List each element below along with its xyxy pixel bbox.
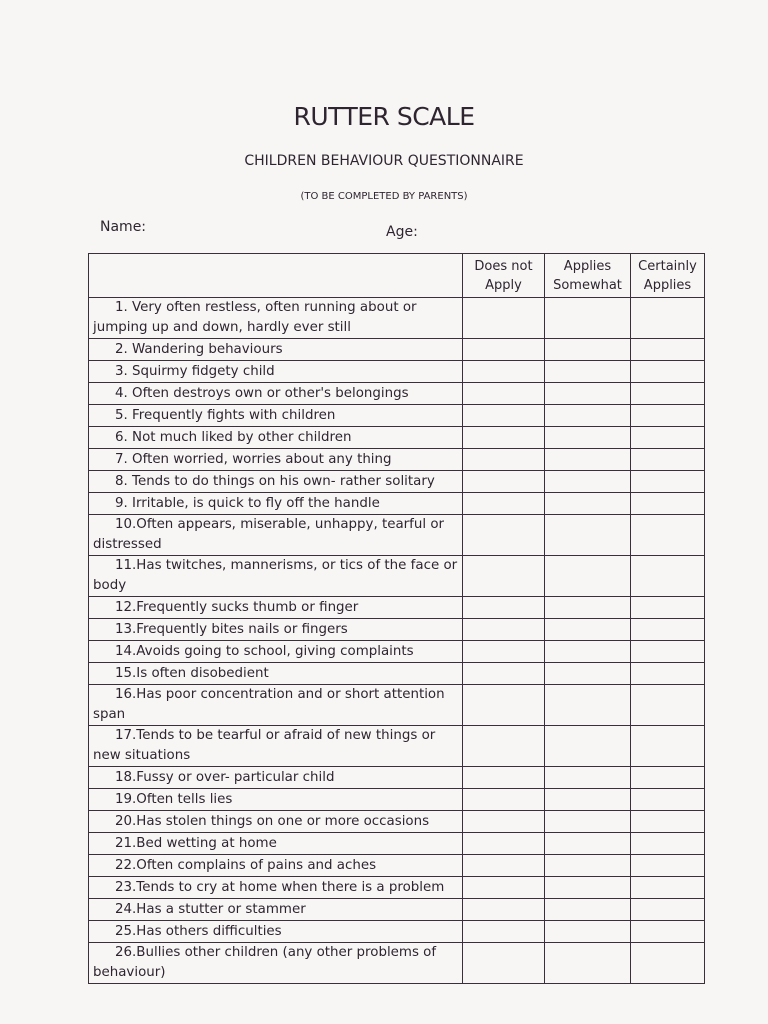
item-cell — [89, 298, 463, 339]
answer-applies-somewhat[interactable] — [545, 383, 631, 405]
answer-does-not-apply[interactable] — [463, 921, 545, 943]
name-label: Name: — [100, 219, 147, 235]
item-number: 3. — [115, 363, 128, 379]
answer-certainly-applies[interactable] — [631, 921, 705, 943]
answer-does-not-apply[interactable] — [463, 383, 545, 405]
item-cell — [89, 471, 463, 493]
answer-certainly-applies[interactable] — [631, 726, 705, 767]
answer-applies-somewhat[interactable] — [545, 855, 631, 877]
table-row — [89, 685, 705, 726]
table-row — [89, 789, 705, 811]
answer-does-not-apply[interactable] — [463, 515, 545, 556]
item-cell — [89, 833, 463, 855]
item-text: Tends to be tearful or afraid of new things or new situations — [93, 728, 436, 763]
answer-applies-somewhat[interactable] — [545, 899, 631, 921]
item-number: 22. — [115, 857, 137, 873]
item-text: Wandering behaviours — [132, 341, 283, 357]
table-row — [89, 921, 705, 943]
item-text: Often tells lies — [136, 791, 233, 807]
answer-certainly-applies[interactable] — [631, 556, 705, 597]
item-cell — [89, 515, 463, 556]
answer-certainly-applies[interactable] — [631, 427, 705, 449]
item-number: 10. — [115, 517, 137, 532]
table-row — [89, 877, 705, 899]
answer-does-not-apply[interactable] — [463, 556, 545, 597]
item-number: 18. — [115, 769, 137, 785]
table-row — [89, 339, 705, 361]
table-row — [89, 361, 705, 383]
answer-certainly-applies[interactable] — [631, 405, 705, 427]
answer-applies-somewhat[interactable] — [545, 405, 631, 427]
questionnaire-body — [89, 298, 705, 984]
answer-does-not-apply[interactable] — [463, 405, 545, 427]
item-cell — [89, 597, 463, 619]
answer-does-not-apply[interactable] — [463, 726, 545, 767]
answer-applies-somewhat[interactable] — [545, 726, 631, 767]
item-number: 4. — [115, 385, 128, 401]
item-text: Bed wetting at home — [136, 835, 277, 851]
answer-certainly-applies[interactable] — [631, 471, 705, 493]
table-row — [89, 726, 705, 767]
answer-does-not-apply[interactable] — [463, 833, 545, 855]
item-cell — [89, 726, 463, 767]
item-text: Avoids going to school, giving complaints — [136, 643, 414, 659]
item-cell — [89, 789, 463, 811]
answer-does-not-apply[interactable] — [463, 767, 545, 789]
item-cell — [89, 405, 463, 427]
item-number: 17. — [115, 728, 137, 743]
item-text: Has twitches, mannerisms, or tics of the face or body — [93, 558, 458, 593]
table-row — [89, 471, 705, 493]
item-text: Not much liked by other children — [132, 429, 352, 445]
applies-somewhat-header: Applies Somewhat — [545, 254, 631, 298]
answer-applies-somewhat[interactable] — [545, 619, 631, 641]
answer-applies-somewhat[interactable] — [545, 833, 631, 855]
answer-does-not-apply[interactable] — [463, 789, 545, 811]
item-text: Is often disobedient — [136, 665, 269, 681]
answer-does-not-apply[interactable] — [463, 619, 545, 641]
item-number: 23. — [115, 879, 137, 895]
answer-certainly-applies[interactable] — [631, 789, 705, 811]
item-number: 25. — [115, 923, 137, 939]
completion-note: (TO BE COMPLETED BY PARENTS) — [300, 191, 468, 202]
answer-applies-somewhat[interactable] — [545, 597, 631, 619]
item-cell — [89, 811, 463, 833]
answer-certainly-applies[interactable] — [631, 515, 705, 556]
item-text: Frequently sucks thumb or finger — [136, 599, 359, 615]
answer-certainly-applies[interactable] — [631, 298, 705, 339]
answer-does-not-apply[interactable] — [463, 899, 545, 921]
table-row — [89, 449, 705, 471]
item-text: Often complains of pains and aches — [136, 857, 377, 873]
answer-applies-somewhat[interactable] — [545, 449, 631, 471]
table-row — [89, 899, 705, 921]
answer-applies-somewhat[interactable] — [545, 943, 631, 984]
item-number: 8. — [115, 473, 128, 489]
answer-does-not-apply[interactable] — [463, 685, 545, 726]
answer-applies-somewhat[interactable] — [545, 515, 631, 556]
answer-certainly-applies[interactable] — [631, 361, 705, 383]
item-text: Has others difficulties — [136, 923, 282, 939]
table-row — [89, 383, 705, 405]
item-number: 5. — [115, 407, 128, 423]
answer-does-not-apply[interactable] — [463, 943, 545, 984]
answer-applies-somewhat[interactable] — [545, 921, 631, 943]
answer-does-not-apply[interactable] — [463, 597, 545, 619]
item-number: 16. — [115, 687, 137, 702]
answer-does-not-apply[interactable] — [463, 811, 545, 833]
answer-applies-somewhat[interactable] — [545, 663, 631, 685]
item-cell — [89, 449, 463, 471]
item-number: 14. — [115, 643, 137, 659]
table-row — [89, 833, 705, 855]
item-cell — [89, 663, 463, 685]
table-row — [89, 515, 705, 556]
answer-applies-somewhat[interactable] — [545, 427, 631, 449]
answer-certainly-applies[interactable] — [631, 449, 705, 471]
answer-certainly-applies[interactable] — [631, 641, 705, 663]
answer-applies-somewhat[interactable] — [545, 767, 631, 789]
table-row — [89, 597, 705, 619]
item-number: 1. — [115, 300, 128, 315]
item-text: Often worried, worries about any thing — [132, 451, 392, 467]
answer-does-not-apply[interactable] — [463, 471, 545, 493]
answer-certainly-applies[interactable] — [631, 383, 705, 405]
table-row — [89, 663, 705, 685]
item-cell — [89, 767, 463, 789]
answer-certainly-applies[interactable] — [631, 767, 705, 789]
item-cell — [89, 619, 463, 641]
item-text: Irritable, is quick to fly off the handle — [132, 495, 380, 511]
certainly-applies-header: Certainly Applies — [631, 254, 705, 298]
answer-certainly-applies[interactable] — [631, 855, 705, 877]
item-cell — [89, 921, 463, 943]
answer-certainly-applies[interactable] — [631, 943, 705, 984]
table-row — [89, 619, 705, 641]
item-number: 12. — [115, 599, 137, 615]
answer-does-not-apply[interactable] — [463, 449, 545, 471]
answer-certainly-applies[interactable] — [631, 619, 705, 641]
answer-applies-somewhat[interactable] — [545, 789, 631, 811]
answer-certainly-applies[interactable] — [631, 899, 705, 921]
item-number: 26. — [115, 945, 137, 960]
item-number: 6. — [115, 429, 128, 445]
item-number: 2. — [115, 341, 128, 357]
document-subtitle: CHILDREN BEHAVIOUR QUESTIONNAIRE — [244, 153, 524, 169]
answer-applies-somewhat[interactable] — [545, 493, 631, 515]
answer-applies-somewhat[interactable] — [545, 641, 631, 663]
answer-does-not-apply[interactable] — [463, 641, 545, 663]
item-number: 20. — [115, 813, 137, 829]
answer-applies-somewhat[interactable] — [545, 339, 631, 361]
table-row — [89, 298, 705, 339]
answer-certainly-applies[interactable] — [631, 685, 705, 726]
item-number: 11. — [115, 558, 137, 573]
answer-certainly-applies[interactable] — [631, 493, 705, 515]
answer-applies-somewhat[interactable] — [545, 361, 631, 383]
item-text: Squirmy fidgety child — [132, 363, 275, 379]
item-number: 9. — [115, 495, 128, 511]
item-number: 7. — [115, 451, 128, 467]
document-title: RUTTER SCALE — [293, 102, 475, 131]
item-number: 21. — [115, 835, 137, 851]
item-text: Often appears, miserable, unhappy, tearful or distressed — [93, 517, 445, 552]
item-cell — [89, 685, 463, 726]
item-cell — [89, 493, 463, 515]
answer-applies-somewhat[interactable] — [545, 298, 631, 339]
answer-does-not-apply[interactable] — [463, 339, 545, 361]
item-text: Has poor concentration and or short attention span — [93, 687, 445, 722]
age-label: Age: — [386, 224, 418, 240]
item-cell — [89, 877, 463, 899]
answer-applies-somewhat[interactable] — [545, 556, 631, 597]
answer-certainly-applies[interactable] — [631, 833, 705, 855]
answer-certainly-applies[interactable] — [631, 597, 705, 619]
table-row — [89, 427, 705, 449]
table-row — [89, 855, 705, 877]
answer-certainly-applies[interactable] — [631, 339, 705, 361]
item-text: Often destroys own or other's belongings — [132, 385, 409, 401]
answer-does-not-apply[interactable] — [463, 427, 545, 449]
table-row — [89, 767, 705, 789]
answer-certainly-applies[interactable] — [631, 877, 705, 899]
item-number: 24. — [115, 901, 137, 917]
item-cell — [89, 383, 463, 405]
answer-does-not-apply[interactable] — [463, 298, 545, 339]
item-text: Frequently bites nails or fingers — [136, 621, 348, 637]
answer-certainly-applies[interactable] — [631, 663, 705, 685]
table-row — [89, 556, 705, 597]
item-text: Tends to cry at home when there is a problem — [136, 879, 445, 895]
item-text: Very often restless, often running about or jumping up and down, hardly ever still — [93, 300, 417, 335]
answer-applies-somewhat[interactable] — [545, 685, 631, 726]
answer-certainly-applies[interactable] — [631, 811, 705, 833]
does-not-apply-header: Does not Apply — [463, 254, 545, 298]
item-number: 19. — [115, 791, 137, 807]
table-row — [89, 405, 705, 427]
item-text: Fussy or over- particular child — [136, 769, 335, 785]
answer-does-not-apply[interactable] — [463, 663, 545, 685]
answer-does-not-apply[interactable] — [463, 855, 545, 877]
answer-does-not-apply[interactable] — [463, 361, 545, 383]
item-text: Frequently fights with children — [132, 407, 336, 423]
answer-does-not-apply[interactable] — [463, 877, 545, 899]
item-number: 13. — [115, 621, 137, 637]
item-cell — [89, 556, 463, 597]
item-number: 15. — [115, 665, 137, 681]
item-cell — [89, 641, 463, 663]
answer-applies-somewhat[interactable] — [545, 811, 631, 833]
item-cell — [89, 943, 463, 984]
item-cell — [89, 361, 463, 383]
table-row — [89, 493, 705, 515]
table-row — [89, 811, 705, 833]
item-cell — [89, 339, 463, 361]
table-header-row — [89, 254, 705, 298]
item-column-header — [89, 254, 463, 298]
item-text: Has a stutter or stammer — [136, 901, 306, 917]
item-text: Has stolen things on one or more occasions — [136, 813, 430, 829]
answer-does-not-apply[interactable] — [463, 493, 545, 515]
answer-applies-somewhat[interactable] — [545, 471, 631, 493]
table-row — [89, 943, 705, 984]
item-cell — [89, 427, 463, 449]
questionnaire-table — [88, 253, 705, 984]
item-cell — [89, 899, 463, 921]
item-text: Tends to do things on his own- rather solitary — [132, 473, 435, 489]
item-cell — [89, 855, 463, 877]
table-row — [89, 641, 705, 663]
answer-applies-somewhat[interactable] — [545, 877, 631, 899]
item-text: Bullies other children (any other problems of behaviour) — [93, 945, 437, 980]
